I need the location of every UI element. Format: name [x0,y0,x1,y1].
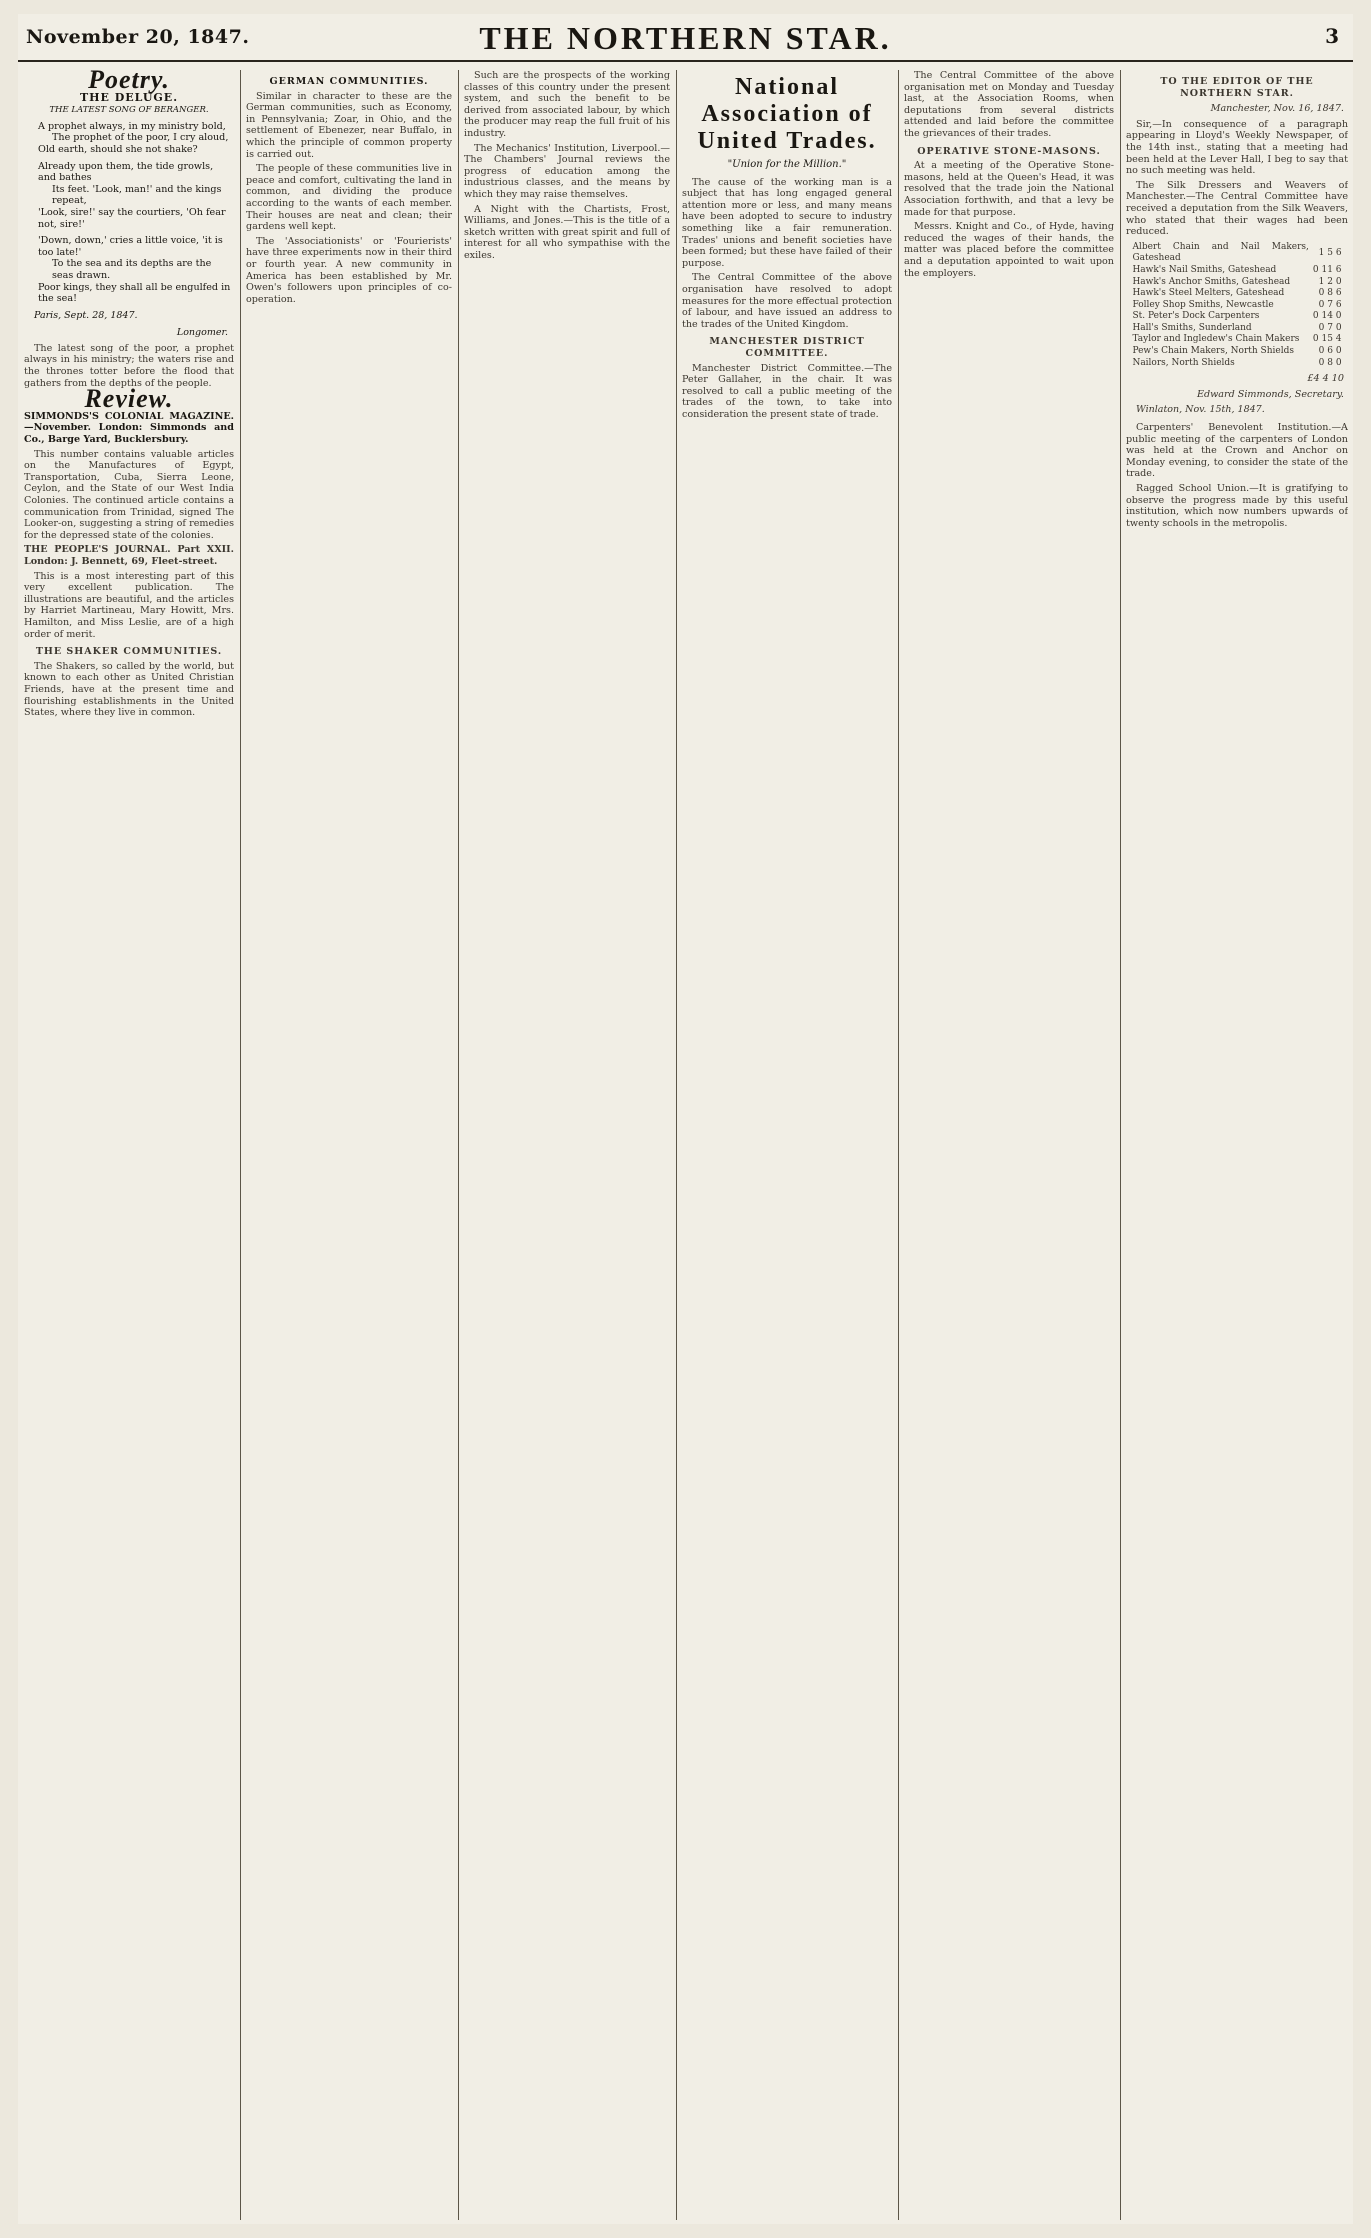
row-label: St. Peter's Dock Carpenters [1132,311,1260,322]
newspaper-page [18,14,1353,2224]
paragraph: The latest song of the poor, a prophet always in his ministry; the waters rise and the thrones totter before the flood that gathers from the depths of the people. [24,342,234,389]
poem-stanza [24,161,234,231]
poem-line: 'Down, down,' cries a little voice, 'it is too late!' [38,235,223,258]
row-label: Hawk's Anchor Smiths, Gateshead [1132,276,1291,287]
column-1-body [24,343,234,389]
table-row [1130,358,1343,370]
row-amount: 0 15 4 [1312,334,1342,345]
row-amount: 0 7 0 [1318,322,1342,333]
table-row [1130,288,1343,300]
paragraph: At a meeting of the Operative Stone-masons, held at the Queen's Head, it was resolved that the trade join the National Association forthwith, and that a levy be made for that purpose. [904,160,1114,218]
column-2 [246,70,452,2220]
row-amount: 1 2 0 [1318,276,1342,287]
column-5 [904,70,1114,2220]
row-amount: 0 8 0 [1318,357,1342,368]
paragraph: Messrs. Knight and Co., of Hyde, having reduced the wages of their hands, the matter was placed before the committee and a deputation appointed to wait upon the employers. [904,221,1114,279]
column-2-body [246,91,452,306]
shaker-heading: THE SHAKER COMMUNITIES. [35,646,223,658]
paragraph: The Silk Dressers and Weavers of Manchester.—The Central Committee have received a deputation from the Silk Weavers, who stated that their wages had been reduced. [1126,179,1348,238]
letter-sign-place: Winlaton, Nov. 15th, 1847. [1136,404,1265,416]
paragraph: Sir,—In consequence of a paragraph appearing in Lloyd's Weekly Newspaper, of the 14th inst., stating that a meeting had been held at the Lever Hall, I beg to say that no such meeting was held. [1126,118,1348,177]
poem-line: Poor kings, they shall all be engulfed in the sea! [38,281,231,305]
poem-line: The prophet of the poor, I cry aloud, [52,132,229,144]
table-row [1130,346,1343,358]
table-row [1130,277,1343,289]
stonemasons-heading: OPERATIVE STONE-MASONS. [917,145,1101,157]
german-communities-heading: GERMAN COMMUNITIES. [269,76,429,87]
poem-line: Already upon them, the tide growls, and bathes [38,160,214,184]
column-1 [24,70,234,2220]
page-number: 3 [1325,24,1339,48]
poem-line: Its feet. 'Look, man!' and the kings repeat, [52,183,222,207]
paragraph: The Mechanics' Institution, Liverpool.—The Chambers' Journal reviews the progress of education among the industrious classes, and the means by which they may raise themselves. [464,142,670,200]
table-row [1130,300,1343,312]
paragraph: Ragged School Union.—It is gratifying to observe the progress made by this useful institution, which now numbers upwards of twenty schools in the metropolis. [1126,483,1348,529]
poem-stanza [24,121,234,156]
paragraph: The Central Committee of the above organisation have resolved to adopt measures for the more effectual protection of labour, and have issued an address to the trades of the United Kingdom. [682,272,892,330]
letter-signature: Edward Simmonds, Secretary. [1196,388,1344,400]
column-3-body [464,70,670,262]
paragraph: Manchester District Committee.—The Peter Gallaher, in the chair. It was resolved to call a public meeting of the trades of the town, to take into consideration the present state of trade. [682,362,892,420]
poem-title: THE DELUGE. [79,90,179,104]
paragraph: The people of these communities live in peace and comfort, cultivating the land in common, and dividing the produce according to the wants of each member. Their houses are neat and clean; their gardens well kept. [246,163,452,233]
row-label: Pew's Chain Makers, North Shields [1132,346,1294,357]
poem-line: Old earth, should she not shake? [38,143,198,155]
column-rule [1120,70,1121,2220]
column-rule [676,70,677,2220]
row-label: Nailors, North Shields [1132,357,1235,368]
paragraph: The Central Committee of the above organisation met on Monday and Tuesday last, at the Association Rooms, when deputations from several districts attended and laid before the committee the grievances of their trades. [904,70,1114,139]
table-row [1130,242,1343,265]
table-row [1130,265,1343,277]
paragraph: This is a most interesting part of this very excellent publication. The illustrations are beautiful, and the articles by Harriet Martineau, Mary Howitt, Mrs. Hamilton, and Miss Leslie, are of a high order of merit. [24,570,234,640]
issue-date: November 20, 1847. [26,26,250,48]
letter-heading: TO THE EDITOR OF THE NORTHERN STAR. [1160,76,1314,99]
column-3 [464,70,670,2220]
poetry-heading: Poetry. [88,70,170,94]
table-row [1130,311,1343,323]
subscriptions-table [1130,242,1343,370]
row-label: Taylor and Ingledew's Chain Makers [1132,334,1300,345]
masthead [18,14,1353,62]
review-source-2: THE PEOPLE'S JOURNAL. Part XXII. London: J. Bennett, 69, Fleet-street. [24,544,234,567]
association-motto: "Union for the Million." [727,159,847,170]
paragraph: Similar in character to these are the German communities, such as Economy, in Pennsylvania; Zoar, in Ohio, and the settlement of Ebenezer, near Buffalo, in which the principle of common property is carried out. [246,90,452,160]
row-label: Albert Chain and Nail Makers, Gateshead [1132,241,1309,264]
row-amount: 0 7 6 [1318,299,1342,310]
row-label: Folley Shop Smiths, Newcastle [1132,299,1274,310]
manchester-heading: MANCHESTER DISTRICT COMMITTEE. [709,336,865,359]
letter-place: Manchester, Nov. 16, 1847. [1210,103,1344,115]
column-6 [1126,70,1348,2220]
column-6-body [1126,76,1348,529]
subscriptions-total: £4 4 10 [1307,373,1344,385]
row-label: Hall's Smiths, Sunderland [1132,322,1252,333]
paragraph: The cause of the working man is a subject that has long engaged general attention more or less, and many means have been adopted to secure to industry something like a fair remuneration. Trades' unions and benefit societies have been formed; but these have failed of their purpose. [682,176,892,269]
paragraph: The Shakers, so called by the world, but known to each other as United Christian Friends, have at the present time and flourishing establishments in the United States, where they live in common. [24,660,234,719]
paragraph: This number contains valuable articles on the Manufactures of Egypt, Transportation, Cuba, Sierra Leone, Ceylon, and the State of our West India Colonies. The continued article contains a communication from Trinidad, signed The Looker-on, suggesting a string of remedies for the depressed state of the colonies. [24,448,234,541]
poem-body [24,121,234,305]
row-amount: 0 8 6 [1318,288,1342,299]
poem-line: A prophet always, in my ministry bold, [38,120,226,132]
paragraph: A Night with the Chartists, Frost, Williams, and Jones.—This is the title of a sketch written with great spirit and full of interest for all who sympathise with the exiles. [464,203,670,261]
poem-subtitle: THE LATEST SONG OF BERANGER. [49,105,209,116]
poem-line: 'Look, sire!' say the courtiers, 'Oh fear not, sire!' [38,206,226,230]
table-row [1130,334,1343,346]
association-heading: National Association of United Trades. [697,74,877,154]
poem-line: To the sea and its depths are the seas drawn. [52,258,212,281]
column-rule [240,70,241,2220]
review-body [24,449,234,719]
column-rule [458,70,459,2220]
column-4 [682,70,892,2220]
row-label: Hawk's Nail Smiths, Gateshead [1132,264,1277,275]
paragraph: Such are the prospects of the working classes of this country under the present system, and such the benefit to be derived from associated labour, by which the producer may reap the full fruit of his industry. [464,70,670,139]
review-source: SIMMONDS'S COLONIAL MAGAZINE.—November. London: Simmonds and Co., Barge Yard, Bucklersbury. [24,410,234,446]
column-4-body [682,177,892,421]
column-5-body [904,70,1114,279]
table-row [1130,323,1343,335]
row-amount: 0 11 6 [1312,264,1342,275]
poem-place-date: Paris, Sept. 28, 1847. [34,309,138,321]
column-rule [898,70,899,2220]
row-amount: 0 6 0 [1318,346,1342,357]
review-heading: Review. [84,384,174,414]
paragraph: Carpenters' Benevolent Institution.—A public meeting of the carpenters of London was held at the Crown and Anchor on Monday evening, to consider the state of the trade. [1126,422,1348,480]
row-label: Hawk's Steel Melters, Gateshead [1132,288,1285,299]
newspaper-title: THE NORTHERN STAR. [479,20,892,56]
row-amount: 0 14 0 [1312,311,1342,322]
poem-signature: Longomer. [176,327,228,339]
paragraph: The 'Associationists' or 'Fourierists' have three experiments now in their third or fourth year. A new community in America has been established by Mr. Owen's followers upon principles of co-operation. [246,235,452,305]
poem-stanza [24,235,234,305]
row-amount: 1 5 6 [1318,247,1342,258]
